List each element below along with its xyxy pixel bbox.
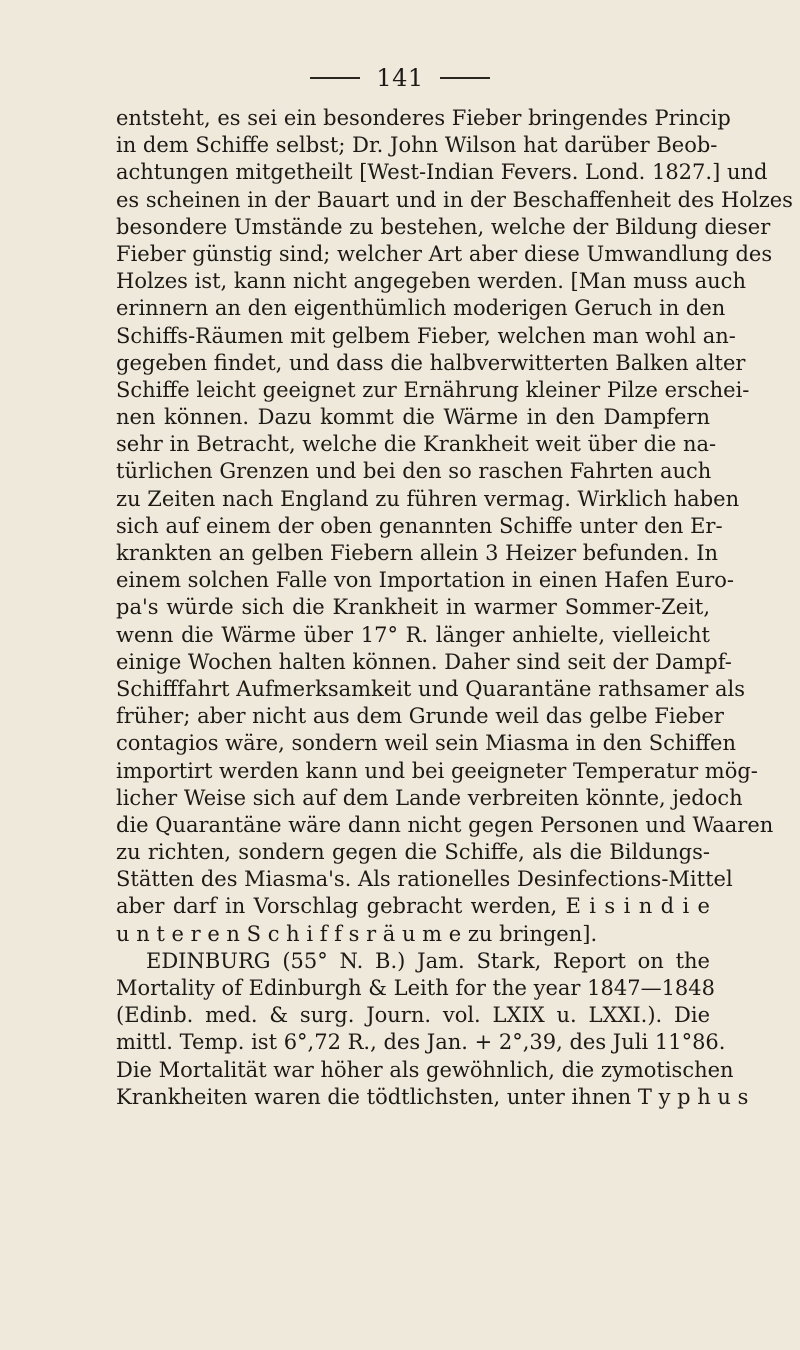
text-line: früher; aber nicht aus dem Grunde weil das gelbe Fieber <box>116 704 724 729</box>
text-line: zu Zeiten nach England zu führen vermag. Wirklich haben <box>116 486 740 511</box>
text-line: türlichen Grenzen und bei den so raschen Fahrten auch <box>116 459 712 484</box>
text-line: die Quarantäne wäre dann nicht gegen Personen und Waaren <box>116 812 774 837</box>
text-line: Schifffahrt Aufmerksamkeit und Quarantäne rathsamer als <box>116 676 746 701</box>
text-line: einem solchen Falle von Importation in einen Hafen Euro- <box>116 568 735 593</box>
text-line: pa's würde sich die Krankheit in warmer Sommer-Zeit, <box>116 595 710 620</box>
text-line: licher Weise sich auf dem Lande verbreiten könnte, jedoch <box>116 785 743 810</box>
text-line: importirt werden kann und bei geeigneter Temperatur mög- <box>116 758 758 783</box>
text-line: nen können. Dazu kommt die Wärme in den Dampfern <box>116 405 710 430</box>
text-line: erinnern an den eigenthümlich moderigen Geruch in den <box>116 296 726 321</box>
header-rule-right <box>440 77 490 79</box>
text-line: Die Mortalität war höher als gewöhnlich, die zymotischen <box>116 1057 734 1082</box>
text-line: achtungen mitgetheilt [West-Indian Fevers. Lond. 1827.] und <box>116 160 768 185</box>
text-line: EDINBURG (55° N. B.) Jam. Stark, Report on the <box>146 948 710 973</box>
text-line: besondere Umstände zu bestehen, welche der Bildung dieser <box>116 214 771 239</box>
text-line: Krankheiten waren die tödtlichsten, unter ihnen T y p h u s <box>116 1084 749 1109</box>
text-line: zu richten, sondern gegen die Schiffe, als die Bildungs- <box>116 840 710 865</box>
text-line: einige Wochen halten können. Daher sind seit der Dampf- <box>116 649 732 674</box>
text-line: entsteht, es sei ein besonderes Fieber bringendes Princip <box>116 106 731 130</box>
text-line: Stätten des Miasma's. Als rationelles Desinfections-Mittel <box>116 867 733 892</box>
text-line: mittl. Temp. ist 6°,72 R., des Jan. + 2°,39, des Juli 11°86. <box>116 1030 726 1055</box>
page-header <box>0 58 800 98</box>
text-line: sehr in Betracht, welche die Krankheit weit über die na- <box>116 432 717 457</box>
text-line: sich auf einem der oben genannten Schiffe unter den Er- <box>116 513 723 538</box>
text-line: u n t e r e n S c h i f f s r ä u m e zu bringen]. <box>116 921 598 946</box>
text-line: Holzes ist, kann nicht angegeben werden. [Man muss auch <box>116 269 746 294</box>
page-number: 141 <box>376 64 424 92</box>
text-line: es scheinen in der Bauart und in der Beschaffenheit des Holzes <box>116 187 793 212</box>
text-line: wenn die Wärme über 17° R. länger anhielte, vielleicht <box>116 622 710 647</box>
text-line: krankten an gelben Fiebern allein 3 Heizer befunden. In <box>116 541 719 565</box>
text-line: Fieber günstig sind; welcher Art aber diese Umwandlung des <box>116 241 773 266</box>
text-line: Mortality of Edinburgh & Leith for the year 1847—1848 <box>116 976 716 1000</box>
text-line: aber darf in Vorschlag gebracht werden, E i s i n d i e <box>116 894 710 919</box>
header-rule-left <box>310 77 360 79</box>
text-line: contagios wäre, sondern weil sein Miasma in den Schiffen <box>116 731 737 756</box>
body-text <box>116 105 793 1111</box>
text-line: Schiffe leicht geeignet zur Ernährung kleiner Pilze erschei- <box>116 377 750 402</box>
text-line: Schiffs-Räumen mit gelbem Fieber, welchen man wohl an- <box>116 323 736 348</box>
text-line: gegeben findet, und dass die halbverwitterten Balken alter <box>116 350 746 375</box>
text-line: (Edinb. med. & surg. Journ. vol. LXIX u. LXXI.). Die <box>116 1003 710 1028</box>
text-line: in dem Schiffe selbst; Dr. John Wilson hat darüber Beob- <box>116 133 718 158</box>
